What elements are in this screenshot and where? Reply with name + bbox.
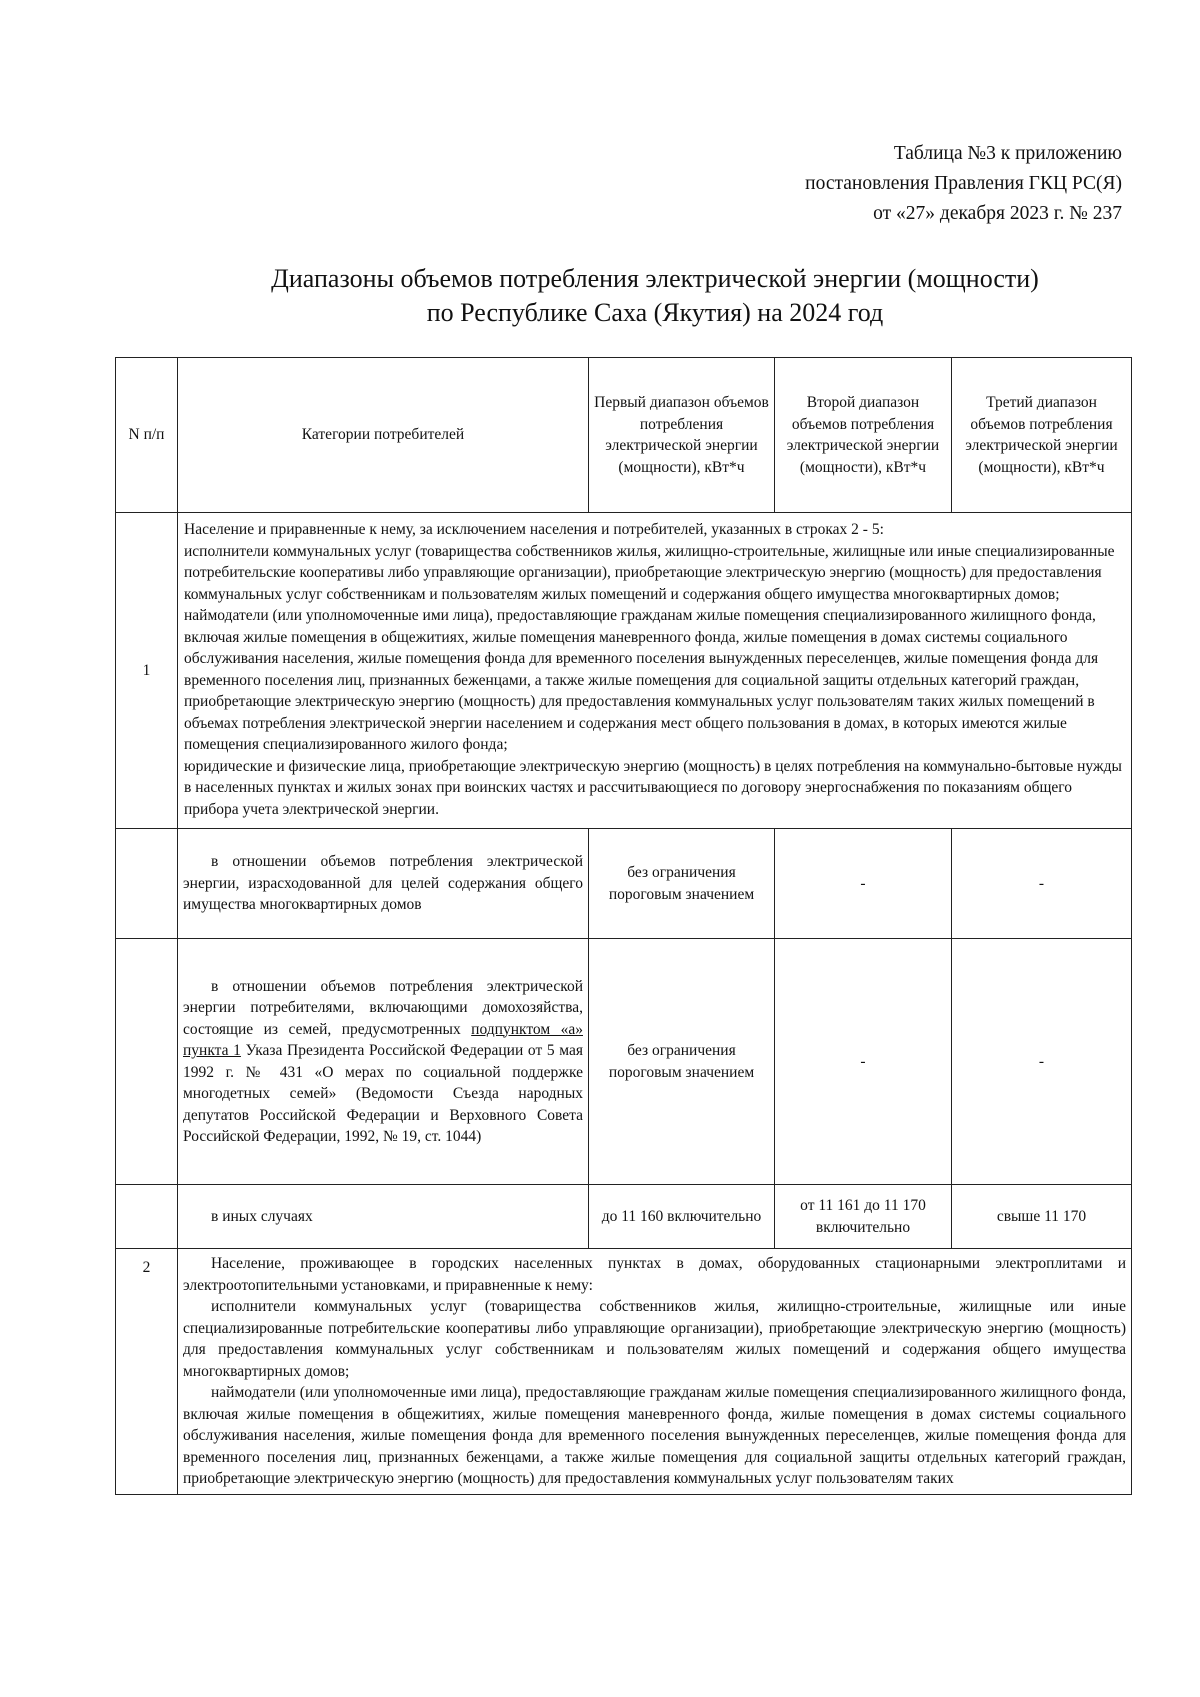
table-row: [116, 829, 1132, 939]
table-header-row: [116, 358, 1132, 513]
sub-2-range-2: -: [775, 939, 952, 1185]
header-line-2: постановления Правления ГКЦ РС(Я): [805, 173, 1122, 194]
consumption-ranges-table: [115, 357, 1132, 1495]
row-2-paragraph: исполнители коммунальных услуг (товарищества собственников жилья, жилищно-строительные, жилищные или иные специализированные потребительские кооперативы либо управляющие организации), приобретающие электрическую энергию (мощность) для предоставления коммунальных услуг собственникам и пользователям жилых помещений и содержания общего имущества многоквартирных домов;: [183, 1298, 1126, 1380]
sub-2-text-a: в отношении объемов потребления электрической энергии потребителями, включающими домохозяйства, состоящие из семей, предусмотренных: [183, 977, 583, 1038]
header-num: N п/п: [116, 358, 178, 513]
table-row: [116, 513, 1132, 829]
sub-3-num: [116, 1185, 178, 1249]
sub-1-range-3: -: [952, 829, 1132, 939]
header-category: Категории потребителей: [178, 358, 589, 513]
sub-1-range-1: без ограничения пороговым значением: [589, 829, 775, 939]
sub-2-range-1: без ограничения пороговым значением: [589, 939, 775, 1185]
sub-1-category: в отношении объемов потребления электрической энергии, израсходованной для целей содержания общего имущества многоквартирных домов: [178, 829, 589, 939]
row-2-num: 2: [116, 1249, 178, 1495]
row-2-paragraph: Население, проживающее в городских населенных пунктах в домах, оборудованных стационарными электроплитами и электроотопительными установками, и приравненные к нему:: [183, 1255, 1126, 1294]
row-1-paragraph: Население и приравненные к нему, за исключением населения и потребителей, указанных в строках 2 - 5:: [184, 521, 884, 538]
title-line-1: Диапазоны объемов потребления электрической энергии (мощности): [271, 264, 1039, 293]
sub-1-range-2: -: [775, 829, 952, 939]
sub-3-category: в иных случаях: [178, 1185, 589, 1249]
row-2-category: [178, 1249, 1132, 1495]
row-1-paragraph: юридические и физические лица, приобретающие электрическую энергию (мощность) в целях потребления на коммунально-бытовые нужды в населенных пунктах и жилых зонах при воинских частях и рассчитывающиеся по договору энергоснабжения по показаниям общего прибора учета электрической энергии.: [184, 757, 1122, 818]
row-1-paragraph: наймодатели (или уполномоченные ими лица), предоставляющие гражданам жилые помещения специализированного жилищного фонда, включая жилые помещения в общежитиях, жилые помещения маневренного фонда, жилые помещения в домах системы социального обслуживания населения, жилые помещения фонда для временного поселения вынужденных переселенцев, жилые помещения фонда для временного поселения лиц, признанных беженцами, а также жилые помещения для социальной защиты отдельных категорий граждан, приобретающие электрическую энергию (мощность) для предоставления коммунальных услуг пользователям таких жилых помещений в объемах потребления электрической энергии населением и содержания мест общего пользования в домах, в которых имеются жилые помещения специализированного жилого фонда;: [184, 607, 1099, 753]
table-row: [116, 1249, 1132, 1495]
table-row: [116, 939, 1132, 1185]
header-line-3: от «27» декабря 2023 г. № 237: [873, 203, 1122, 224]
sub-3-range-1: до 11 160 включительно: [589, 1185, 775, 1249]
row-1-paragraph: исполнители коммунальных услуг (товарищества собственников жилья, жилищно-строительные, жилищные или иные специализированные потребительские кооперативы либо управляющие организации), приобретающие электрическую энергию (мощность) для предоставления коммунальных услуг собственникам и пользователям жилых помещений и содержания общего имущества многоквартирных домов;: [184, 542, 1115, 603]
row-2-paragraph: наймодатели (или уполномоченные ими лица), предоставляющие гражданам жилые помещения специализированного жилищного фонда, включая жилые помещения в общежитиях, жилые помещения маневренного фонда, жилые помещения в домах системы социального обслуживания населения, жилые помещения фонда для временного поселения вынужденных переселенцев, жилые помещения фонда для временного поселения лиц, признанных беженцами, а также жилые помещения для социальной защиты отдельных категорий граждан, приобретающие электрическую энергию (мощность) для предоставления коммунальных услуг пользователям таких: [183, 1384, 1126, 1487]
sub-1-num: [116, 829, 178, 939]
header-range-2: Второй диапазон объемов потребления электрической энергии (мощности), кВт*ч: [775, 358, 952, 513]
row-1-category: [178, 513, 1132, 829]
sub-3-range-2: от 11 161 до 11 170 включительно: [775, 1185, 952, 1249]
table-row: [116, 1185, 1132, 1249]
header-line-1: Таблица №3 к приложению: [893, 143, 1122, 164]
sub-2-num: [116, 939, 178, 1185]
document-header: [805, 139, 1122, 229]
sub-3-range-3: свыше 11 170: [952, 1185, 1132, 1249]
decree-subclause-link[interactable]: подпунктом «а» пункта 1: [183, 1020, 583, 1059]
sub-2-category: [178, 939, 589, 1185]
header-range-3: Третий диапазон объемов потребления электрической энергии (мощности), кВт*ч: [952, 358, 1132, 513]
row-1-num: 1: [116, 513, 178, 829]
header-range-1: Первый диапазон объемов потребления электрической энергии (мощности), кВт*ч: [589, 358, 775, 513]
document-title: [0, 262, 1200, 330]
title-line-2: по Республике Саха (Якутия) на 2024 год: [426, 298, 884, 327]
sub-2-text-b: Указа Президента Российской Федерации от 5 мая 1992 г. № 431 «О мерах по социальной поддержке многодетных семей» (Ведомости Съезда народных депутатов Российской Федерации и Верховного Совета Российской Федерации, 1992, № 19, ст. 1044): [183, 1042, 583, 1145]
sub-2-range-3: -: [952, 939, 1132, 1185]
